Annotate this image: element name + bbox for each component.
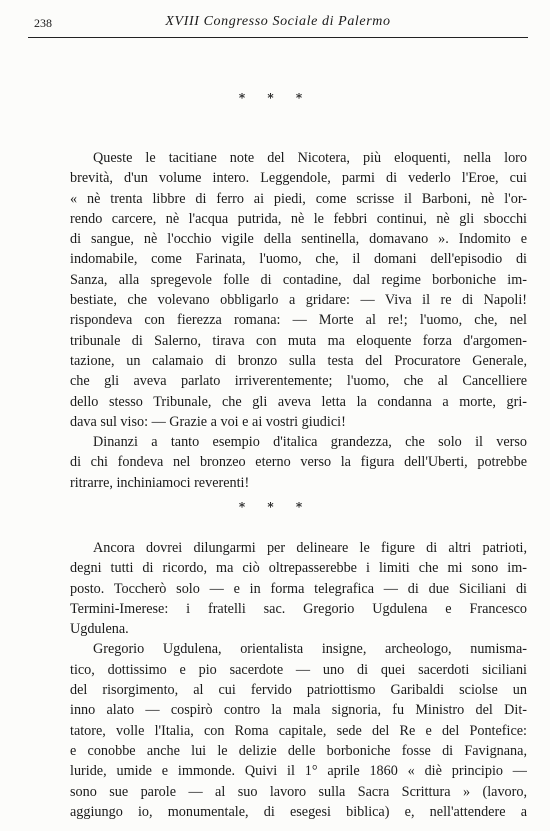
text-line: degni tutti di ricordo, ma ciò oltrepasserebbe i limiti che mi sono im- [70,560,527,577]
section-separator: * * * [238,91,312,105]
text-line: di chi fondeva nel bronzeo eterno verso la figura dell'Uberti, potrebbe [70,454,527,471]
text-line: posto. Toccherò solo — e in forma telegrafica — di due Siciliani di [70,580,527,597]
text-line: Ugdulena. [70,621,129,638]
page-number: 238 [34,16,52,30]
text-line: Termini-Imerese: i fratelli sac. Gregorio Ugdulena e Francesco [70,600,527,617]
text-line: dava sul viso: — Grazie a voi e ai vostri giudici! [70,413,346,430]
page-header [28,14,528,36]
text-line: di sangue, nè l'occhio vigile della sentinella, domavano ». Indomito e [70,231,527,248]
running-title: XVIII Congresso Sociale di Palermo [165,14,391,29]
section-1-text [70,148,527,493]
text-line: Sanza, alla spregevole folle di contadine, dal regime borboniche im- [70,271,527,288]
header-rule [28,37,528,38]
text-line: bestiate, che volevano obbligarlo a gridare: — Viva il re di Napoli! [70,292,527,309]
text-line: inno alato — cospirò contro la mala signoria, fu Ministro del Dit- [70,702,527,719]
text-line: e conobbe anche lui le delizie delle borboniche fosse di Favignana, [70,742,527,759]
text-line: del risorgimento, al cui fervido patriottismo Garibaldi sciolse un [70,682,527,699]
text-line: che gli aveva parlato irriverentemente; l'uomo, che al Cancelliere [70,373,527,390]
text-line: Queste le tacitiane note del Nicotera, più eloquenti, nella loro [93,150,527,166]
section-2-text [70,538,527,822]
text-line: tatore, volle l'Italia, con Roma capitale, sede del Re e del Pontefice: [70,722,527,739]
text-line: luride, umide e immonde. Quivi il 1° aprile 1860 « diè principio — [70,763,527,780]
text-line: dello stesso Tribunale, che gli aveva letta la condanna a morte, gri- [70,393,527,410]
text-line: ritrarre, inchiniamoci reverenti! [70,474,250,491]
text-line: Ancora dovrei dilungarmi per delineare le figure di altri patrioti, [93,540,527,556]
text-line: Dinanzi a tanto esempio d'italica grandezza, che solo il verso [93,434,527,451]
text-line: « nè trenta libbre di ferro ai piedi, come scrisse il Barboni, nè l'or- [70,190,527,207]
text-line: tico, dottissimo e pio sacerdote — uno di quei sacerdoti siciliani [70,661,527,678]
text-line: rendo carcere, nè l'acqua putrida, nè le febbri continui, nè gli sbocchi [70,210,527,227]
text-line: tribunale di Salerno, tirava con muta ma eloquente forza d'argomen- [70,332,527,349]
text-line: tazione, un calamaio di bronzo sulla testa del Procuratore Generale, [70,352,527,369]
text-line: Gregorio Ugdulena, orientalista insigne, archeologo, numisma- [93,641,527,658]
section-separator: * * * [238,500,312,514]
text-line: rispondeva con fierezza romana: — Morte al re!; l'uomo, che, nel [70,312,527,329]
text-line: brevità, d'un volume intero. Leggendole, parmi di vederlo l'Eroe, cui [70,170,527,187]
text-line: aggiungo io, monumentale, di esegesi biblica) e, nell'attendere a [70,803,527,820]
text-line: sono sue parole — al suo lavoro sulla Sacra Scrittura » (lavoro, [70,783,527,800]
text-line: indomabile, come Farinata, l'uomo, che, il domani dell'episodio di [70,251,527,268]
